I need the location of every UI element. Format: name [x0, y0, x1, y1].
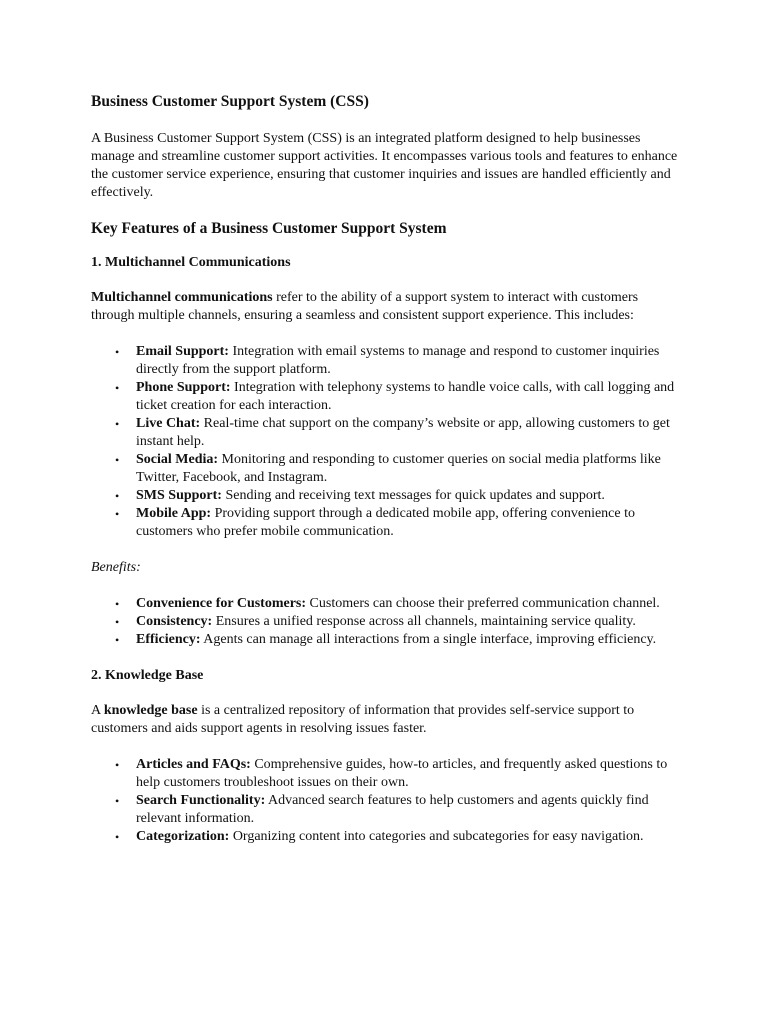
- list-item: [115, 487, 681, 505]
- list-item-label: Categorization:: [136, 829, 230, 844]
- benefits-list: [91, 595, 681, 649]
- document-body: [91, 92, 681, 864]
- list-item-text: Providing support through a dedicated mobile app, offering convenience to customers who prefer mobile communication.: [136, 506, 635, 539]
- list-item-label: Phone Support:: [136, 380, 231, 395]
- list-item: [115, 379, 681, 415]
- list-item: [115, 828, 681, 846]
- list-item-label: Convenience for Customers:: [136, 596, 307, 611]
- knowledge-base-term: knowledge base: [103, 703, 198, 718]
- section-knowledge-base-heading: 2. Knowledge Base: [91, 668, 204, 683]
- section-multichannel-heading: 1. Multichannel Communications: [91, 255, 291, 270]
- multichannel-paragraph: [91, 289, 681, 325]
- bullet-icon: •: [115, 381, 120, 395]
- intro-paragraph: A Business Customer Support System (CSS) is an integrated platform designed to help businesses manage and streamline customer support activities. It encompasses various tools and features to enhance the customer service experience, ensuring that customer inquiries and issues are handled efficiently and effectively.: [91, 131, 678, 200]
- list-item: [115, 343, 681, 379]
- list-item-label: Mobile App:: [136, 506, 212, 521]
- list-item-text: Ensures a unified response across all channels, maintaining service quality.: [212, 614, 636, 629]
- key-features-heading: Key Features of a Business Customer Support System: [91, 220, 447, 237]
- list-item-label: Efficiency:: [136, 632, 201, 647]
- bullet-icon: •: [115, 633, 120, 647]
- list-item: [115, 595, 681, 613]
- bullet-icon: •: [115, 507, 120, 521]
- bullet-icon: •: [115, 489, 120, 503]
- multichannel-description: refer to the ability of a support system to interact with customers through multiple channels, ensuring a seamless and consistent support experience. This includes:: [91, 290, 639, 323]
- bullet-icon: •: [115, 830, 120, 844]
- document-title: Business Customer Support System (CSS): [91, 93, 369, 110]
- list-item-label: SMS Support:: [136, 488, 222, 503]
- list-item-text: Agents can manage all interactions from a single interface, improving efficiency.: [200, 632, 657, 647]
- knowledge-base-description: is a centralized repository of information that provides self-service support to customers and aids support agents in resolving issues faster.: [91, 703, 635, 736]
- benefits-label: Benefits:: [91, 560, 141, 575]
- list-item: [115, 756, 681, 792]
- list-item: [115, 613, 681, 631]
- list-item-text: Advanced search features to help customers and agents quickly find relevant information.: [136, 793, 649, 826]
- list-item-text: Comprehensive guides, how-to articles, and frequently asked questions to help customers troubleshoot issues on their own.: [136, 757, 668, 790]
- bullet-icon: •: [115, 615, 120, 629]
- bullet-icon: •: [115, 597, 120, 611]
- list-item-label: Search Functionality:: [136, 793, 266, 808]
- list-item-label: Live Chat:: [136, 416, 201, 431]
- list-item-label: Email Support:: [136, 344, 229, 359]
- bullet-icon: •: [115, 417, 120, 431]
- list-item-text: Customers can choose their preferred communication channel.: [306, 596, 660, 611]
- list-item: [115, 505, 681, 541]
- list-item-label: Social Media:: [136, 452, 219, 467]
- knowledge-base-list: [91, 756, 681, 846]
- knowledge-base-paragraph: [91, 702, 681, 738]
- list-item-label: Consistency:: [136, 614, 213, 629]
- bullet-icon: •: [115, 345, 120, 359]
- multichannel-list: [91, 343, 681, 541]
- list-item-label: Articles and FAQs:: [136, 757, 251, 772]
- list-item-text: Real-time chat support on the company’s website or app, allowing customers to get instant help.: [136, 416, 670, 449]
- list-item-text: Integration with telephony systems to handle voice calls, with call logging and ticket creation for each interaction.: [136, 380, 675, 413]
- bullet-icon: •: [115, 758, 120, 772]
- list-item-text: Sending and receiving text messages for quick updates and support.: [221, 488, 605, 503]
- knowledge-base-prefix: A: [91, 703, 104, 718]
- list-item: [115, 415, 681, 451]
- bullet-icon: •: [115, 453, 120, 467]
- bullet-icon: •: [115, 794, 120, 808]
- list-item: [115, 451, 681, 487]
- list-item-text: Organizing content into categories and subcategories for easy navigation.: [229, 829, 644, 844]
- list-item-text: Monitoring and responding to customer queries on social media platforms like Twitter, Facebook, and Instagram.: [136, 452, 661, 485]
- multichannel-term: Multichannel communications: [91, 290, 273, 305]
- list-item-text: Integration with email systems to manage and respond to customer inquiries directly from the support platform.: [136, 344, 660, 377]
- list-item: [115, 631, 681, 649]
- list-item: [115, 792, 681, 828]
